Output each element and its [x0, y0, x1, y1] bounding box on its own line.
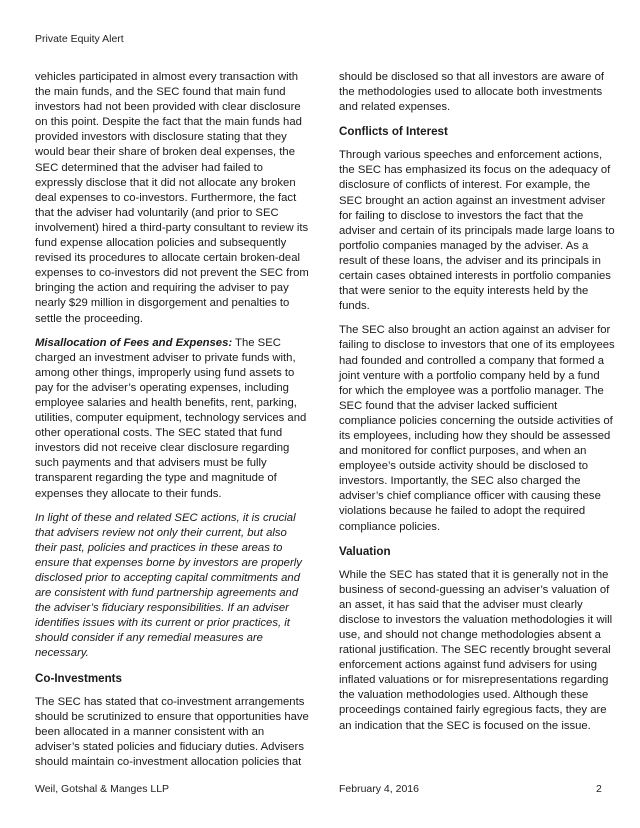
right-column	[339, 70, 615, 743]
paragraph-allocation-disclosure: should be disclosed so that all investors are aware of the methodologies used to allocate both investments and related expenses.	[339, 71, 604, 114]
paragraph-misallocation	[35, 336, 311, 502]
paragraph-co-investments: The SEC has stated that co-investment arrangements should be scrutinized to ensure that opportunities have been allocated in a manner consistent with an adviser’s stated policies and fiduciary duties. Advisers should maintain co-investment allocation policies that	[35, 695, 309, 768]
paragraph-conflicts-employee: The SEC also brought an action against an adviser for failing to disclose to investors that one of its employees had founded and controlled a company that formed a joint venture with a portfolio company held by a fund for which the employee was a portfolio manager. The SEC found that the adviser lacked sufficient compliance policies concerning the outside activities of its employees, including how they should be assessed and monitored for conflict purposes, and when an employee’s outside activity should be disclosed to investors. Importantly, the SEC also charged the adviser’s chief compliance officer with causing these violations because he failed to adopt the required compliance policies.	[339, 324, 615, 533]
paragraph-conflicts-loans: Through various speeches and enforcement actions, the SEC has emphasized its focus on the adequacy of disclosure of conflicts of interest. For example, the SEC brought an action against an investment adviser for failing to disclose to investors the fact that the adviser and certain of its principals made large loans to portfolio companies managed by the adviser. As a result of these loans, the adviser and its principals in certain cases obtained interests in portfolio companies that were senior to the equity interests held by the funds.	[339, 149, 615, 313]
section-heading-co-investments: Co-Investments	[35, 671, 122, 685]
footer-date: February 4, 2016	[339, 783, 419, 795]
paragraph-valuation: While the SEC has stated that it is generally not in the business of second-guessing an adviser’s valuation of an asset, it has said that the adviser must clearly disclose to investors the valuation methodologies it will use, and should not change methodologies absent a rational justification. The SEC recently brought several enforcement actions against fund advisers for using inflated valuations or for misrepresentations regarding the valuation methodologies used. Although these proceedings contained fairly egregious facts, they are an indication that the SEC is focused on the issue.	[339, 568, 613, 732]
paragraph-broken-deal-expenses: vehicles participated in almost every transaction with the main funds, and the SEC found that main fund investors had not been provided with clear disclosure on this point. Despite the fact that the main funds had provided investors with disclosure stating that they would bear their share of broken deal expenses, the SEC determined that the adviser had failed to expressly disclose that it did not allocate any broken deal expenses to co-investors. Furthermore, the fact that the adviser had voluntarily (and prior to SEC involvement) hired a third-party consultant to review its fund expense allocation policies and subsequently revised its procedures to allocate certain broken-deal expenses to co-investors did not prevent the SEC from bringing the action and requiring the adviser to pay nearly $29 million in disgorgement and penalties to settle the proceeding.	[35, 71, 309, 325]
paragraph-misallocation-body: The SEC charged an investment adviser to private funds with, among other things, improperly using fund assets to pay for the adviser’s operating expenses, including employee salaries and health benefits, rent, parking, utilities, computer equipment, technology services and other operational costs. The SEC stated that fund investors did not receive clear disclosure regarding such payments and that advisers must be fully transparent regarding the type and magnitude of expenses they allocate to their funds.	[35, 336, 307, 500]
section-heading-valuation: Valuation	[339, 544, 391, 558]
running-header: Private Equity Alert	[35, 33, 124, 45]
run-in-heading-misallocation: Misallocation of Fees and Expenses:	[35, 336, 233, 349]
footer-firm-name: Weil, Gotshal & Manges LLP	[35, 783, 170, 795]
section-heading-conflicts: Conflicts of Interest	[339, 125, 448, 139]
paragraph-recommendation: In light of these and related SEC actions, it is crucial that advisers review not only their current, but also their past, policies and practices in these areas to ensure that expenses borne by investors are properly disclosed prior to accepting capital commitments and are consistent with fund partnership agreements and the adviser’s fiduciary responsibilities. If an adviser identifies issues with its current or prior practices, it should consider if any remedial measures are necessary.	[35, 511, 302, 660]
footer-page-number: 2	[596, 783, 602, 795]
left-column	[35, 70, 311, 779]
